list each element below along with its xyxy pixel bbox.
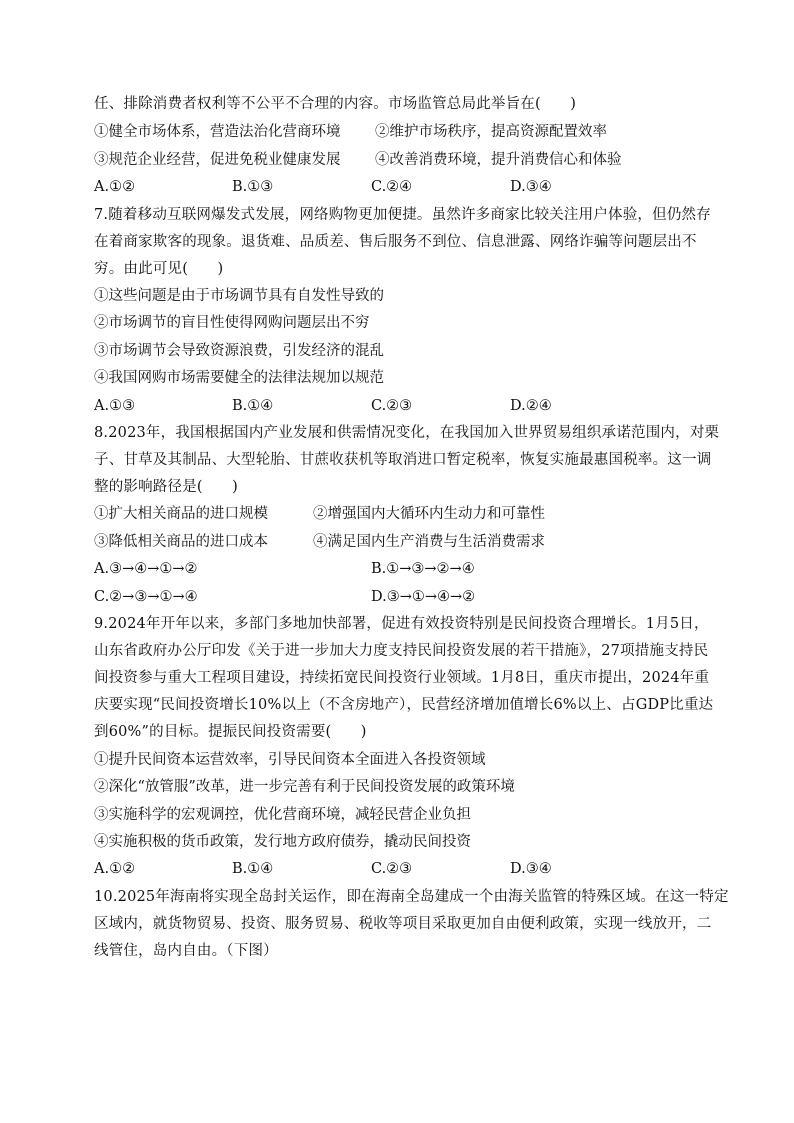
q9-option-c[interactable]: C.②③: [371, 861, 413, 877]
q10-stem-line-2: 区域内，就货物贸易、投资、服务贸易、税收等项目采取更加自由便利政策，实现一线放开，二: [94, 916, 712, 932]
q6-statement-2: ②维护市场秩序，提高资源配置效率: [375, 124, 607, 140]
q9-stem-line-5: 到60%”的目标。提振民间投资需要( ): [94, 724, 367, 740]
q7-option-d[interactable]: D.②④: [510, 398, 552, 414]
q6-option-b[interactable]: B.①③: [232, 179, 274, 195]
q6-option-d[interactable]: D.③④: [510, 179, 552, 195]
q8-statement-2: ②增强国内大循环内生动力和可靠性: [313, 506, 545, 522]
q9-stem-line-2: 山东省政府办公厅印发《关于进一步加大力度支持民间投资发展的若干措施》，27项措施支持民: [94, 643, 709, 659]
q7-statement-3: ③市场调节会导致资源浪费，引发经济的混乱: [94, 343, 384, 359]
q6-statement-3: ③规范企业经营，促进免税业健康发展: [94, 152, 341, 168]
q8-statement-4: ④满足国内生产消费与生活消费需求: [313, 534, 545, 550]
q9-statement-2: ②深化“放管服”改革，进一步完善有利于民间投资发展的政策环境: [94, 779, 515, 795]
q6-stem-tail: 任、排除消费者权利等不公平不合理的内容。市场监管总局此举旨在( ): [94, 96, 577, 112]
q9-statement-1: ①提升民间资本运营效率，引导民间资本全面进入各投资领域: [94, 752, 486, 768]
q6-statement-4: ④改善消费环境，提升消费信心和体验: [375, 152, 622, 168]
q9-stem-line-4: 庆要实现“民间投资增长10%以上（不含房地产），民营经济增加值增长6%以上、占GDP比重达: [94, 697, 714, 713]
q9-option-d[interactable]: D.③④: [510, 861, 552, 877]
q8-option-d[interactable]: D.③→①→④→②: [371, 589, 476, 605]
q7-option-a[interactable]: A.①③: [94, 398, 136, 414]
q6-option-a[interactable]: A.①②: [94, 179, 136, 195]
q7-stem-line-3: 穷。由此可见( ): [94, 261, 224, 277]
q9-option-b[interactable]: B.①④: [232, 861, 274, 877]
q9-statement-3: ③实施科学的宏观调控，优化营商环境，减轻民营企业负担: [94, 807, 471, 823]
q9-option-a[interactable]: A.①②: [94, 861, 136, 877]
q8-option-c[interactable]: C.②→③→①→④: [94, 589, 198, 605]
q7-option-c[interactable]: C.②③: [371, 398, 413, 414]
q9-stem-line-1: 9.2024年开年以来，多部门多地加快部署，促进有效投资特别是民间投资合理增长。1月5日，: [94, 616, 709, 632]
q10-stem-line-3: 线管住，岛内自由。（下图）: [94, 943, 278, 959]
q8-option-b[interactable]: B.①→③→②→④: [371, 561, 475, 577]
q8-stem-line-1: 8.2023年，我国根据国内产业发展和供需情况变化，在我国加入世界贸易组织承诺范围内，对栗: [94, 425, 720, 441]
q8-statement-1: ①扩大相关商品的进口规模: [94, 506, 268, 522]
q7-statement-1: ①这些问题是由于市场调节具有自发性导致的: [94, 288, 384, 304]
q7-stem-line-1: 7.随着移动互联网爆发式发展，网络购物更加便捷。虽然许多商家比较关注用户体验，但仍然存: [94, 207, 711, 223]
q6-option-c[interactable]: C.②④: [371, 179, 413, 195]
q8-stem-line-3: 整的影响路径是( ): [94, 479, 239, 495]
q8-option-a[interactable]: A.③→④→①→②: [94, 561, 198, 577]
q9-statement-4: ④实施积极的货币政策，发行地方政府债券，撬动民间投资: [94, 834, 471, 850]
q8-stem-line-2: 子、甘草及其制品、大型轮胎、甘蔗收获机等取消进口暂定税率，恢复实施最惠国税率。这一调: [94, 452, 712, 468]
q10-stem-line-1: 10.2025年海南将实现全岛封关运作，即在海南全岛建成一个由海关监管的特殊区域。在这一特定: [94, 889, 729, 905]
q7-stem-line-2: 在着商家欺客的现象。退货难、品质差、售后服务不到位、信息泄露、网络诈骗等问题层出不: [94, 234, 697, 250]
q8-statement-3: ③降低相关商品的进口成本: [94, 534, 268, 550]
q7-option-b[interactable]: B.①④: [232, 398, 274, 414]
q7-statement-2: ②市场调节的盲目性使得网购问题层出不穷: [94, 315, 370, 331]
q6-statement-1: ①健全市场体系，营造法治化营商环境: [94, 124, 341, 140]
q7-statement-4: ④我国网购市场需要健全的法律法规加以规范: [94, 370, 384, 386]
q9-stem-line-3: 间投资参与重大工程项目建设，持续拓宽民间投资行业领域。1月8日，重庆市提出，2024年重: [94, 670, 710, 686]
